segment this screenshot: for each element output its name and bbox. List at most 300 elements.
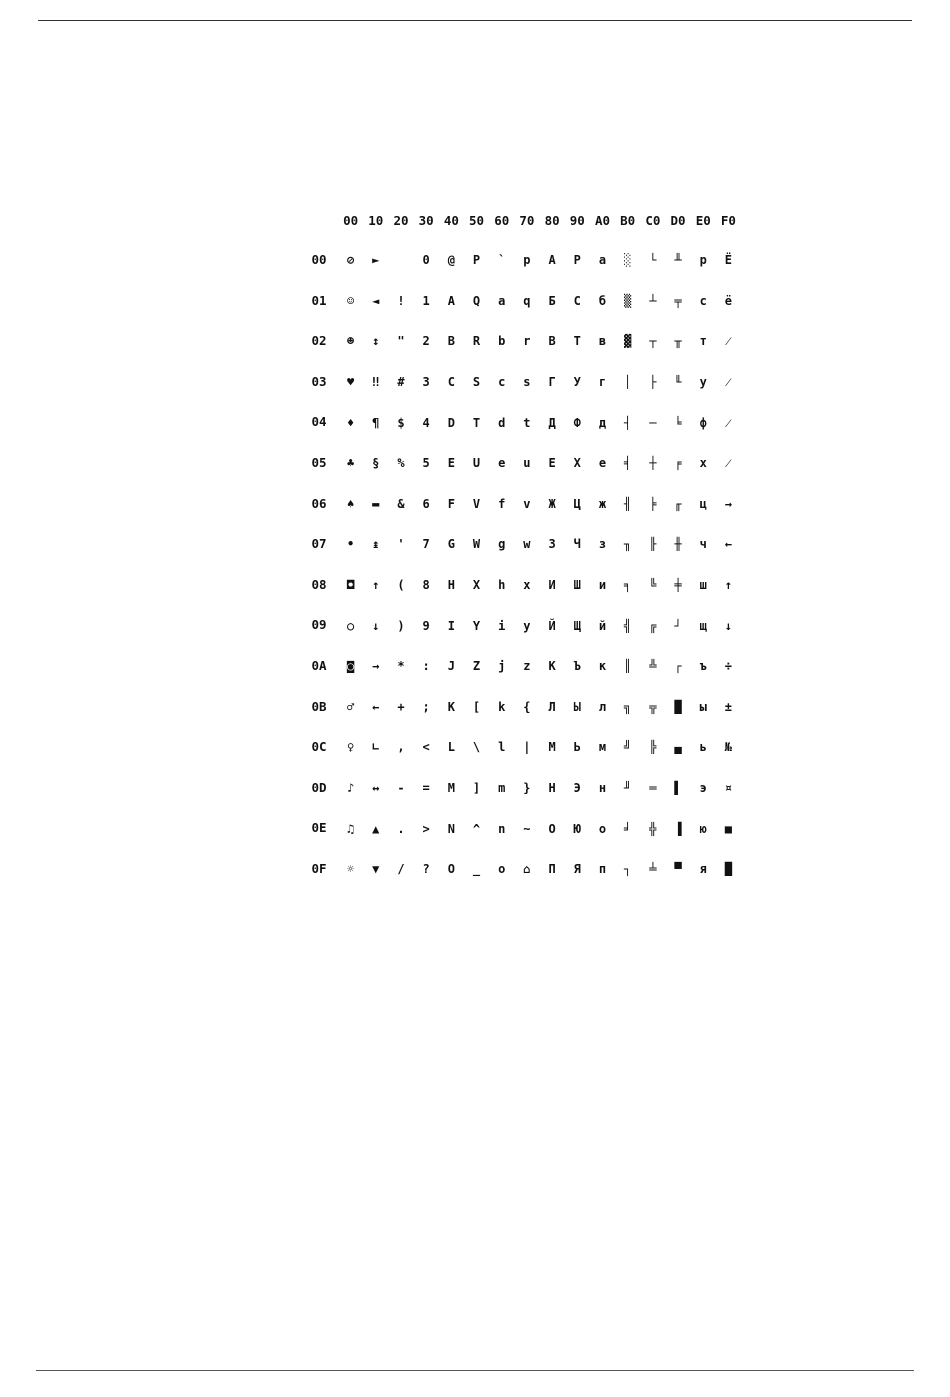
glyph-cell: █ — [724, 862, 733, 877]
glyph-cell: i — [498, 618, 506, 633]
glyph-cell: ~ — [523, 821, 531, 836]
glyph-cell: ╧ — [649, 862, 657, 877]
glyph-cell: " — [397, 334, 405, 349]
glyph-cell: ф — [699, 415, 707, 430]
column-header: 40 — [443, 212, 459, 228]
column-header: 10 — [368, 212, 384, 228]
glyph-cell: ) — [397, 618, 405, 633]
glyph-cell: ▄ — [674, 740, 682, 755]
column-header: E0 — [695, 212, 711, 228]
glyph-cell: Д — [548, 415, 556, 430]
glyph-cell: ╗ — [624, 699, 632, 714]
glyph-cell: U — [472, 456, 481, 471]
glyph-cell: ╛ — [624, 821, 632, 836]
glyph-cell: J — [447, 659, 455, 674]
glyph-cell: ← — [724, 537, 733, 552]
table-row — [300, 849, 760, 890]
glyph-cell: ♂ — [346, 699, 355, 714]
glyph-cell: ╝ — [624, 740, 632, 755]
row-header: 00 — [311, 252, 327, 268]
glyph-cell: ⁄ — [727, 334, 730, 349]
glyph-cell: ┤ — [624, 415, 632, 430]
glyph-cell: ] — [472, 781, 481, 796]
glyph-cell: Х — [573, 456, 581, 471]
glyph-cell: ц — [699, 496, 707, 511]
row-header: 05 — [311, 455, 327, 471]
glyph-cell: ├ — [649, 375, 657, 390]
glyph-cell: 5 — [422, 456, 430, 471]
column-header: 80 — [544, 212, 560, 228]
glyph-cell: ↓ — [372, 618, 380, 633]
glyph-cell: ' — [397, 537, 405, 552]
glyph-cell: ь — [699, 740, 707, 755]
table-row — [300, 646, 760, 687]
table-row — [300, 808, 760, 849]
glyph-cell: с — [699, 293, 707, 308]
glyph-cell: ╬ — [649, 821, 657, 836]
glyph-cell: d — [498, 415, 506, 430]
glyph-cell: S — [472, 375, 481, 390]
glyph-cell: p — [523, 253, 531, 268]
glyph-cell: ☺ — [346, 293, 355, 308]
glyph-cell: l — [498, 740, 506, 755]
glyph-cell: ╞ — [649, 496, 657, 511]
glyph-cell: ` — [498, 253, 506, 268]
row-header: 03 — [311, 373, 327, 389]
glyph-cell: N — [447, 821, 455, 836]
glyph-cell: c — [498, 375, 506, 390]
glyph-cell: [ — [472, 699, 481, 714]
glyph-cell: x — [523, 578, 531, 593]
glyph-cell: 8 — [422, 578, 430, 593]
glyph-cell: ╡ — [624, 456, 632, 471]
glyph-cell: ¶ — [372, 415, 380, 430]
glyph-cell: ▒ — [624, 293, 632, 308]
glyph-cell: { — [523, 699, 531, 714]
glyph-cell: B — [447, 334, 455, 349]
glyph-cell: в — [598, 334, 607, 349]
glyph-cell: ╨ — [674, 253, 682, 268]
glyph-cell: Z — [472, 659, 481, 674]
glyph-cell: ╚ — [649, 578, 657, 593]
glyph-cell: ╪ — [674, 578, 682, 593]
glyph-cell: й — [598, 618, 607, 633]
glyph-cell: ↨ — [372, 537, 380, 552]
glyph-cell: - — [397, 781, 405, 796]
glyph-cell: ч — [699, 537, 707, 552]
glyph-cell: ‼ — [372, 375, 380, 390]
glyph-cell: R — [472, 334, 481, 349]
table-row — [300, 362, 760, 403]
glyph-cell: д — [598, 415, 607, 430]
glyph-cell: з — [598, 537, 607, 552]
glyph-cell: ^ — [472, 821, 481, 836]
glyph-cell: ╘ — [674, 415, 682, 430]
glyph-cell: ╢ — [624, 496, 632, 511]
glyph-cell: O — [447, 862, 455, 877]
glyph-cell: g — [498, 537, 506, 552]
glyph-cell: ↔ — [372, 781, 380, 796]
glyph-cell: \ — [472, 740, 481, 755]
glyph-cell: K — [447, 699, 455, 714]
glyph-cell: / — [397, 862, 405, 877]
table-row — [300, 727, 760, 768]
glyph-cell: ⁄ — [727, 415, 730, 430]
column-header: 50 — [469, 212, 485, 228]
glyph-cell: Е — [548, 456, 556, 471]
glyph-cell: ♫ — [346, 821, 355, 836]
glyph-cell: ! — [397, 293, 405, 308]
glyph-cell: щ — [699, 618, 707, 633]
column-header-row — [300, 202, 760, 240]
glyph-cell: ъ — [699, 659, 707, 674]
glyph-cell: P — [472, 253, 481, 268]
glyph-cell: Q — [472, 293, 481, 308]
glyph-cell: Y — [472, 618, 481, 633]
glyph-cell: W — [472, 537, 481, 552]
glyph-cell: ┌ — [674, 659, 682, 674]
column-header: 70 — [519, 212, 535, 228]
glyph-cell: X — [472, 578, 481, 593]
glyph-cell: │ — [624, 375, 632, 390]
glyph-cell: ∟ — [372, 740, 380, 755]
glyph-cell: Г — [548, 375, 556, 390]
glyph-cell: 6 — [422, 496, 430, 511]
glyph-cell: 7 — [422, 537, 430, 552]
glyph-cell: 2 — [422, 334, 430, 349]
row-header: 09 — [311, 617, 327, 633]
glyph-cell: а — [598, 253, 607, 268]
glyph-cell: м — [598, 740, 607, 755]
glyph-cell: Ё — [724, 253, 733, 268]
glyph-cell: ▲ — [372, 821, 380, 836]
glyph-cell: л — [598, 699, 607, 714]
glyph-cell: ╕ — [624, 578, 632, 593]
glyph-cell: A — [447, 293, 455, 308]
glyph-cell: ▬ — [372, 496, 380, 511]
glyph-cell: ▼ — [372, 862, 380, 877]
glyph-cell: ╥ — [674, 334, 682, 349]
glyph-cell: ╫ — [674, 537, 682, 552]
row-header: 01 — [311, 292, 327, 308]
glyph-cell: ▓ — [624, 334, 632, 349]
glyph-cell: Ч — [573, 537, 581, 552]
glyph-cell: • — [346, 537, 355, 552]
glyph-cell: ╦ — [649, 699, 657, 714]
row-header: 0F — [311, 860, 327, 876]
row-header: 0C — [311, 739, 327, 755]
row-header: 0D — [311, 779, 327, 795]
glyph-cell: ♦ — [346, 415, 355, 430]
row-header: 0A — [311, 657, 327, 673]
glyph-cell: т — [699, 334, 707, 349]
glyph-cell: 4 — [422, 415, 430, 430]
glyph-cell: ○ — [346, 618, 355, 633]
glyph-cell: З — [548, 537, 556, 552]
glyph-cell: Н — [548, 781, 556, 796]
glyph-cell: М — [548, 740, 556, 755]
glyph-cell: y — [523, 618, 531, 633]
glyph-cell: r — [523, 334, 531, 349]
glyph-cell: ← — [372, 699, 380, 714]
glyph-cell: * — [397, 659, 405, 674]
glyph-cell: п — [598, 862, 607, 877]
row-header: 08 — [311, 576, 327, 592]
glyph-cell: ┼ — [649, 456, 657, 471]
row-header: 0B — [311, 698, 327, 714]
glyph-cell: n — [498, 821, 506, 836]
glyph-cell: н — [598, 781, 607, 796]
glyph-cell: ┘ — [674, 618, 682, 633]
glyph-cell: е — [598, 456, 607, 471]
glyph-cell: Л — [548, 699, 556, 714]
glyph-cell: > — [422, 821, 430, 836]
glyph-cell: ║ — [624, 659, 632, 674]
glyph-cell: ♪ — [346, 781, 355, 796]
glyph-cell: o — [498, 862, 506, 877]
glyph-cell: ↑ — [372, 578, 380, 593]
table-row — [300, 605, 760, 646]
table-row — [300, 281, 760, 322]
glyph-cell: @ — [447, 253, 455, 268]
glyph-cell: ┴ — [649, 293, 657, 308]
glyph-cell: ◄ — [372, 293, 380, 308]
glyph-cell: ─ — [649, 415, 657, 430]
glyph-cell: F — [447, 496, 455, 511]
glyph-cell: H — [447, 578, 455, 593]
glyph-cell: ё — [724, 293, 733, 308]
glyph-cell: ╙ — [674, 375, 682, 390]
table-row — [300, 321, 760, 362]
glyph-cell: х — [699, 456, 707, 471]
glyph-cell: Р — [573, 253, 581, 268]
glyph-cell: ⌂ — [523, 862, 531, 877]
column-header: D0 — [670, 212, 686, 228]
glyph-cell: ▐ — [674, 821, 682, 836]
column-header: 60 — [494, 212, 510, 228]
glyph-cell: Щ — [573, 618, 581, 633]
table-row — [300, 484, 760, 525]
glyph-cell: . — [397, 821, 405, 836]
glyph-cell: k — [498, 699, 506, 714]
glyph-cell: В — [548, 334, 556, 349]
glyph-cell: $ — [397, 415, 405, 430]
glyph-cell: e — [498, 456, 506, 471]
bottom-rule — [36, 1370, 914, 1371]
glyph-cell: б — [598, 293, 607, 308]
glyph-cell: Т — [573, 334, 581, 349]
glyph-cell: О — [548, 821, 556, 836]
row-header: 0E — [311, 820, 327, 836]
glyph-cell: ы — [699, 699, 707, 714]
glyph-cell: ╣ — [624, 618, 632, 633]
table-row — [300, 402, 760, 443]
glyph-cell: П — [548, 862, 556, 877]
glyph-cell: ┐ — [624, 862, 632, 877]
glyph-cell: р — [699, 253, 707, 268]
glyph-cell: ю — [699, 821, 707, 836]
glyph-cell: И — [548, 578, 556, 593]
glyph-cell: & — [397, 496, 405, 511]
glyph-cell: ╤ — [674, 293, 682, 308]
glyph-cell: Ъ — [573, 659, 581, 674]
glyph-cell: ⁄ — [727, 375, 730, 390]
column-header: 90 — [569, 212, 585, 228]
glyph-cell: ♥ — [346, 375, 355, 390]
glyph-cell: ╜ — [624, 781, 632, 796]
glyph-cell: # — [397, 375, 405, 390]
column-header: 00 — [343, 212, 359, 228]
glyph-cell: I — [447, 618, 455, 633]
glyph-cell: █ — [674, 699, 682, 714]
glyph-cell: ▀ — [674, 862, 682, 877]
glyph-cell: к — [598, 659, 607, 674]
glyph-cell: ( — [397, 578, 405, 593]
glyph-cell: ┬ — [649, 334, 657, 349]
glyph-cell: ↑ — [724, 578, 733, 593]
glyph-cell: С — [573, 293, 581, 308]
glyph-cell: Ю — [573, 821, 581, 836]
glyph-cell: § — [372, 456, 380, 471]
glyph-cell: ¤ — [724, 781, 733, 796]
glyph-cell: э — [699, 781, 707, 796]
table-row — [300, 524, 760, 565]
glyph-cell: _ — [472, 862, 481, 877]
glyph-cell: ═ — [649, 781, 657, 796]
glyph-cell: = — [422, 781, 430, 796]
glyph-cell: № — [724, 740, 733, 755]
column-header: F0 — [720, 212, 736, 228]
column-header: C0 — [645, 212, 661, 228]
glyph-cell: ? — [422, 862, 430, 877]
table-row — [300, 443, 760, 484]
glyph-cell: f — [498, 496, 506, 511]
glyph-cell: a — [498, 293, 506, 308]
glyph-cell: ◙ — [346, 659, 355, 674]
glyph-cell: j — [498, 659, 506, 674]
glyph-cell: z — [523, 659, 531, 674]
glyph-cell: 1 — [422, 293, 430, 308]
glyph-cell: b — [498, 334, 506, 349]
glyph-cell: К — [548, 659, 556, 674]
top-rule — [38, 20, 912, 21]
table-row — [300, 240, 760, 281]
table-row — [300, 687, 760, 728]
row-header: 04 — [311, 414, 327, 430]
glyph-cell: ♀ — [346, 740, 355, 755]
glyph-cell: 9 — [422, 618, 430, 633]
glyph-cell: ± — [724, 699, 733, 714]
glyph-cell: г — [598, 375, 607, 390]
glyph-cell: h — [498, 578, 506, 593]
glyph-cell: < — [422, 740, 430, 755]
glyph-cell: 0 — [422, 253, 430, 268]
glyph-cell: ж — [598, 496, 607, 511]
glyph-cell: u — [523, 456, 531, 471]
glyph-cell: ╔ — [649, 618, 657, 633]
glyph-cell: w — [523, 537, 531, 552]
glyph-cell: Б — [548, 293, 556, 308]
glyph-cell: У — [573, 375, 581, 390]
glyph-cell: о — [598, 821, 607, 836]
glyph-cell: у — [699, 375, 707, 390]
glyph-cell: ╠ — [649, 740, 657, 755]
character-code-table — [300, 202, 760, 890]
glyph-cell: ; — [422, 699, 430, 714]
glyph-cell: ╖ — [624, 537, 632, 552]
glyph-cell: s — [523, 375, 531, 390]
glyph-cell: } — [523, 781, 531, 796]
glyph-cell: я — [699, 862, 707, 877]
glyph-cell: ⊘ — [346, 253, 355, 268]
glyph-cell: t — [523, 415, 531, 430]
glyph-cell: | — [523, 740, 531, 755]
glyph-cell: G — [447, 537, 455, 552]
table-body — [300, 240, 760, 890]
glyph-cell: D — [447, 415, 455, 430]
glyph-cell: ш — [699, 578, 707, 593]
glyph-cell: ░ — [624, 253, 632, 268]
row-header: 07 — [311, 536, 327, 552]
glyph-cell: q — [523, 293, 531, 308]
glyph-cell: V — [472, 496, 481, 511]
glyph-cell: ► — [372, 253, 380, 268]
glyph-cell: ⁄ — [727, 456, 730, 471]
column-header: 20 — [393, 212, 409, 228]
glyph-cell: : — [422, 659, 430, 674]
column-header: A0 — [594, 212, 610, 228]
glyph-cell: v — [523, 496, 531, 511]
glyph-cell: Ш — [573, 578, 581, 593]
glyph-cell: → — [724, 496, 733, 511]
glyph-cell: L — [447, 740, 455, 755]
glyph-cell: ◘ — [346, 578, 355, 593]
glyph-cell: ╓ — [674, 496, 682, 511]
column-header: B0 — [620, 212, 636, 228]
glyph-cell: Ж — [548, 496, 556, 511]
row-header: 02 — [311, 333, 327, 349]
glyph-cell: ╩ — [649, 659, 657, 674]
glyph-cell: и — [598, 578, 607, 593]
table-row — [300, 565, 760, 606]
glyph-cell: ╟ — [649, 537, 657, 552]
glyph-cell: └ — [649, 253, 657, 268]
glyph-cell: % — [397, 456, 405, 471]
glyph-cell: ╒ — [674, 456, 682, 471]
glyph-cell: ■ — [724, 821, 733, 836]
column-header: 30 — [418, 212, 434, 228]
glyph-cell: А — [548, 253, 556, 268]
glyph-cell: Э — [573, 781, 581, 796]
glyph-cell: → — [372, 659, 380, 674]
glyph-cell: ↓ — [724, 618, 733, 633]
row-header: 06 — [311, 495, 327, 511]
glyph-cell: Й — [548, 618, 556, 633]
glyph-cell: C — [447, 375, 455, 390]
glyph-cell: T — [472, 415, 481, 430]
glyph-cell: ♠ — [346, 496, 355, 511]
glyph-cell: Я — [573, 862, 581, 877]
glyph-cell: Ц — [573, 496, 581, 511]
glyph-cell: , — [397, 740, 405, 755]
glyph-cell: ☼ — [346, 862, 355, 877]
glyph-cell: Ь — [573, 740, 581, 755]
table-row — [300, 768, 760, 809]
glyph-cell: ☻ — [346, 334, 355, 349]
glyph-cell: ↕ — [372, 334, 380, 349]
glyph-cell: ♣ — [346, 456, 355, 471]
glyph-cell: Ы — [573, 699, 581, 714]
